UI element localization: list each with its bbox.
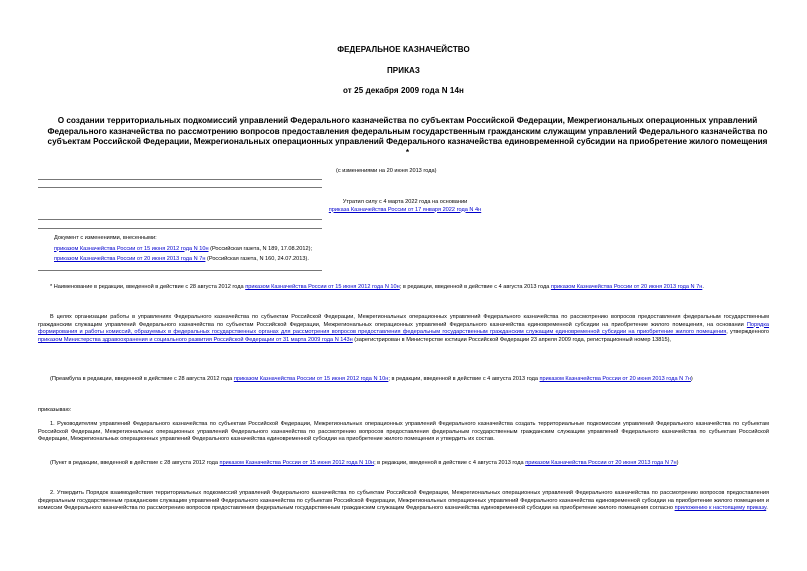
divider [38, 270, 322, 271]
note-text: (Пункт в редакции, введенной в действие с 28 августа 2012 года [50, 460, 220, 466]
divider [38, 228, 322, 229]
item-1-link-2012[interactable]: приказом Казначейства России от 15 июня 2012 года N 10н [219, 460, 375, 466]
item-1-edit-note [38, 460, 769, 468]
appendix-link[interactable]: приложению к настоящему приказу [674, 505, 767, 512]
order-item-1: 1. Руководителям управлений Федерального казначейства по субъектам Российской Федерации, Межрегиональных операционных управлений Федерального казначейства создать территориальные подкомиссии управлений Федерального казначейства по субъектам Российской Федерации, Межрегиональных операционных управлений Федерального казначейства по рассмотрению вопросов предоставления федеральным государственным гражданским служащим управлений Федерального казначейства по субъектам Российской Федерации, Межрегиональных операционных управлений Федерального казначейства единовременной субсидии на приобретение жилого помещения и утвердить их состав. [38, 421, 769, 443]
order-item-2 [38, 490, 769, 513]
item-1-link-2013[interactable]: приказом Казначейства России от 20 июня 2013 года N 7н [525, 460, 677, 466]
note-text: ; в редакции, введенной в действие с 4 августа 2013 года [388, 376, 540, 382]
divider [38, 187, 322, 188]
amendments-block [54, 235, 474, 264]
title-footnote [38, 284, 769, 292]
preamble-text: (зарегистрирован в Министерстве юстиции Российской Федерации 23 апреля 2009 года, регистрационный номер 13815), [352, 336, 671, 343]
preamble-text: , утвержденного [726, 329, 769, 336]
footnote-text: * Наименование в редакции, введенной в действие с 28 августа 2012 года [50, 284, 246, 290]
preamble-link-2012[interactable]: приказом Казначейства России от 15 июня 2012 года N 10н [233, 376, 389, 382]
order-word: приказываю: [38, 407, 72, 413]
note-text: ; в редакции, введенной в действие с 4 августа 2013 года [374, 460, 526, 466]
note-text: (Преамбула в редакции, введенной в действие с 28 августа 2012 года [50, 376, 234, 382]
preamble [38, 314, 769, 344]
document-type: ПРИКАЗ [386, 66, 421, 75]
amendment-item [54, 256, 474, 264]
amendment-link-2013[interactable]: приказом Казначейства России от 20 июня 2013 года N 7н [54, 256, 206, 263]
amendment-source: (Российская газета, N 189, 17.08.2012); [208, 245, 313, 252]
item-2-text: 2. Утвердить Порядок взаимодействия территориальных подкомиссий управлений Федерального казначейства по субъектам Российской Федерации, Межрегиональных операционных управлений Федерального казначейства по рассмотрению вопросов предоставления федеральным государственным гражданским служащим управлений Федерального казначейства по субъектам Российской Федерации, Межрегиональных операционных управлений Федерального казначейства единовременной субсидии на приобретение жилого помещения и комиссии Федерального казначейства по рассмотрению вопросов предоставления федеральным государственным гражданским служащим Федерального казначейства единовременной субсидии на приобретение жилого помещения согласно [38, 490, 769, 512]
footnote-link-2012[interactable]: приказом Казначейства России от 15 июня 2012 года N 10н [245, 284, 400, 290]
ministry-order-link[interactable]: приказом Министерства здравоохранения и социального развития Российской Федерации от 31 марта 2009 года N 143н [38, 336, 353, 343]
preamble-edit-note [38, 376, 769, 384]
note-text: ) [690, 376, 693, 382]
divider [38, 179, 322, 180]
footnote-text: . [702, 284, 704, 290]
document-title: О создании территориальных подкомиссий управлений Федерального казначейства по субъектам Российской Федерации, Межрегиональных операционных управлений Федерального казначейства по рассмотрению вопросов предоставления федеральным государственным гражданским служащим управлений Федерального казначейства по субъектам Российской Федерации, Межрегиональных операционных управлений Федерального казначейства единовременной субсидии на приобретение жилого помещения * [47, 116, 768, 157]
preamble-link-2013[interactable]: приказом Казначейства России от 20 июня 2013 года N 7н [539, 376, 691, 382]
expired-notice [240, 199, 570, 214]
expired-text: Утратил силу с 4 марта 2022 года на основании [342, 199, 468, 205]
footnote-link-2013[interactable]: приказом Казначейства России от 20 июня 2013 года N 7н [550, 284, 703, 290]
agency-name: ФЕДЕРАЛЬНОЕ КАЗНАЧЕЙСТВО [337, 45, 470, 54]
preamble-text: В целях организации работы в управлениях Федерального казначейства по субъектам Российской Федерации, Межрегиональных операционных управлений Федерального казначейства по рассмотрению вопросов предоставления федеральным государственным гражданским служащим управлений Федерального казначейства по субъектам Российской Федерации, Межрегиональных операционных управлений Федерального казначейства единовременной субсидии на приобретение жилого помещения, на основании [38, 314, 769, 328]
amendment-item [54, 246, 474, 254]
item-2-text: . [766, 505, 768, 512]
document-date-number: от 25 декабря 2009 года N 14н [343, 86, 464, 95]
note-text: ) [676, 460, 679, 466]
changes-note: (с изменениями на 20 июня 2013 года) [336, 168, 437, 174]
expired-order-link[interactable]: приказа Казначейства России от 17 января 2022 года N 4н [328, 206, 482, 213]
amendment-source: (Российская газета, N 160, 24.07.2013). [205, 256, 309, 263]
amendments-heading: Документ с изменениями, внесенными: [54, 235, 157, 241]
footnote-text: ; в редакции, введенной в действие с 4 августа 2013 года [399, 284, 551, 290]
divider [38, 219, 322, 220]
commission-procedure-link[interactable]: Порядка формирования и работы комиссий, образуемых в федеральных государственных органах для рассмотрения вопросов предоставления федеральным государственным гражданским служащим единовременной субсидии на приобретение жилого помещения [38, 321, 769, 336]
amendment-link-2012[interactable]: приказом Казначейства России от 15 июня 2012 года N 10н [54, 245, 209, 252]
